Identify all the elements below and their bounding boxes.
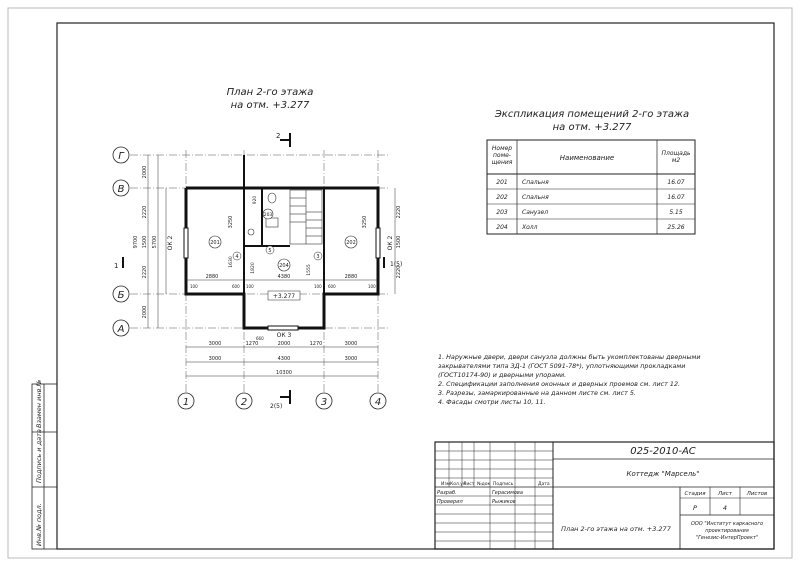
doc-code: 025-2010-АС bbox=[630, 446, 696, 457]
dim-text: 3250 bbox=[362, 215, 368, 229]
dim-text: 9700 bbox=[133, 235, 139, 249]
dim-text: 2000 bbox=[142, 305, 148, 319]
section-side-right: 1(5) bbox=[390, 261, 403, 268]
table-cell: 203 bbox=[496, 209, 508, 216]
org-line: "Генезис-ИнтерПроект" bbox=[695, 535, 759, 541]
explication-header-area: Площадь м2 bbox=[661, 150, 691, 164]
note-line: 3. Разрезы, замаркированные на данном листе см. лист 5. bbox=[438, 389, 636, 397]
door-number: 3 bbox=[316, 254, 320, 260]
door-number: 5 bbox=[268, 248, 272, 254]
plan-title: План 2-го этажа bbox=[226, 87, 314, 98]
table-cell: 25.26 bbox=[667, 224, 685, 231]
org-line: ООО "Институт каркасного bbox=[690, 521, 764, 527]
dim-text: 3250 bbox=[228, 215, 234, 229]
dim-text: 1270 bbox=[245, 341, 259, 347]
dim-text: 4300 bbox=[277, 356, 291, 362]
door-number: 4 bbox=[235, 254, 239, 260]
axis-label-row: А bbox=[117, 324, 125, 335]
dim-text: 3000 bbox=[344, 356, 358, 362]
sheets-header: Листов bbox=[746, 491, 768, 497]
dim-small: 600 bbox=[328, 284, 336, 289]
stage-header: Стадия bbox=[684, 491, 706, 497]
side-stamp-sign: Подпись и дата bbox=[35, 429, 43, 483]
room-number: 203 bbox=[263, 213, 273, 218]
dim-text: 2880 bbox=[344, 274, 358, 280]
table-cell: Спальня bbox=[522, 194, 549, 201]
room-number: 204 bbox=[279, 263, 289, 269]
side-stamp-replace: Взамен инв.№ bbox=[35, 379, 43, 428]
explication-header-name: Наименование bbox=[559, 154, 615, 162]
dim-text: 1630 bbox=[229, 256, 234, 268]
note-line: (ГОСТ10174-90) и дверными упорами. bbox=[438, 371, 567, 379]
dim-small: 100 bbox=[314, 284, 322, 289]
dim-text: 3000 bbox=[344, 341, 358, 347]
side-stamp-inv: Инв.№ подл. bbox=[35, 503, 43, 546]
dim-text: 1500 bbox=[396, 235, 402, 249]
axis-label-row: В bbox=[117, 184, 125, 195]
sheet-value: 4 bbox=[722, 504, 728, 512]
elevation-mark: +3.277 bbox=[272, 293, 296, 300]
dim-text: 4380 bbox=[277, 274, 291, 280]
dim-text: 1270 bbox=[309, 341, 323, 347]
stamp-col-header: №док bbox=[477, 482, 491, 487]
explication-header-number: Номер поме-щения bbox=[491, 145, 513, 166]
section-mark: 2 bbox=[276, 132, 281, 140]
sheet-title: План 2-го этажа на отм. +3.277 bbox=[561, 525, 671, 533]
axis-label-col: 4 bbox=[374, 397, 382, 408]
dim-text: 2220 bbox=[396, 205, 402, 219]
dim-text: 10300 bbox=[276, 370, 292, 376]
dim-text: 1555 bbox=[307, 264, 312, 276]
axis-label-row: Г bbox=[118, 151, 124, 162]
dim-text: 2220 bbox=[142, 265, 148, 279]
note-line: 2. Спецификации заполнения оконных и дверных проемов см. лист 12. bbox=[438, 380, 681, 388]
stamp-col-header: Дата bbox=[538, 482, 550, 487]
table-cell: 5.15 bbox=[669, 209, 683, 216]
dim-text: 5700 bbox=[152, 235, 158, 249]
table-cell: 16.07 bbox=[667, 194, 685, 201]
note-line: 4. Фасады смотри листы 10, 11. bbox=[438, 398, 546, 406]
room-number: 201 bbox=[210, 240, 220, 246]
stamp-role: Проверил bbox=[437, 499, 463, 505]
dim-text: 2000 bbox=[277, 341, 291, 347]
table-cell: 204 bbox=[496, 224, 508, 231]
dim-text: 3000 bbox=[208, 356, 222, 362]
window-tag: ОК 3 bbox=[276, 332, 292, 339]
stamp-col-header: Лист bbox=[463, 482, 475, 487]
dim-small: 100 bbox=[246, 284, 254, 289]
axis-label-col: 2 bbox=[240, 397, 248, 408]
plan-subtitle: на отм. +3.277 bbox=[230, 100, 310, 111]
stamp-role: Разраб. bbox=[437, 490, 457, 496]
note-line: 1. Наружные двери, двери санузла должны быть укомплектованы дверными bbox=[438, 353, 701, 361]
explication-title: Экспликация помещений 2-го этажа bbox=[494, 109, 690, 120]
window-tag: ОК 2 bbox=[167, 235, 174, 251]
stamp-col-header: Изм. bbox=[441, 482, 452, 487]
explication-subtitle: на отм. +3.277 bbox=[552, 122, 632, 133]
axis-label-col: 1 bbox=[182, 397, 190, 408]
dim-small: 100 bbox=[190, 284, 198, 289]
room-number: 202 bbox=[346, 240, 356, 246]
table-cell: 202 bbox=[496, 194, 508, 201]
dim-text: 2220 bbox=[396, 265, 402, 279]
table-cell: 16.07 bbox=[667, 179, 685, 186]
dim-text: 1500 bbox=[142, 235, 148, 249]
dim-text: 1820 bbox=[251, 262, 256, 274]
axis-label-col: 3 bbox=[320, 397, 328, 408]
note-line: закрывателями типа ЗД-1 (ГОСТ 5091-78*), уплотняющими прокладками bbox=[438, 362, 686, 370]
window-tag: ОК 2 bbox=[387, 235, 394, 251]
stamp-person: Герасимова bbox=[492, 490, 523, 496]
stage-value: Р bbox=[693, 504, 697, 512]
project-name: Коттедж "Марсель" bbox=[626, 470, 700, 478]
table-cell: Санузел bbox=[522, 209, 549, 216]
org-line: проектирования bbox=[705, 528, 749, 534]
table-cell: 201 bbox=[496, 179, 508, 186]
table-cell: Спальня bbox=[522, 179, 549, 186]
axis-label-row: Б bbox=[117, 290, 125, 301]
dim-text: 3000 bbox=[208, 341, 222, 347]
sheet-header: Лист bbox=[718, 491, 732, 497]
section-side-left: 1 bbox=[114, 262, 119, 270]
section-ref: 2(5) bbox=[270, 403, 283, 410]
dim-text: 2000 bbox=[142, 165, 148, 179]
dim-text: 920 bbox=[253, 195, 258, 205]
stamp-col-header: Подпись bbox=[493, 482, 514, 487]
dim-small: 100 bbox=[368, 284, 376, 289]
table-cell: Холл bbox=[522, 224, 538, 231]
dim-text: 2220 bbox=[142, 205, 148, 219]
dim-small: 660 bbox=[256, 336, 264, 341]
stamp-person: Рыжиков bbox=[492, 499, 516, 505]
dim-small: 600 bbox=[232, 284, 240, 289]
stamp-col-header: Кол.уч bbox=[450, 482, 466, 487]
dim-text: 2880 bbox=[205, 274, 219, 280]
